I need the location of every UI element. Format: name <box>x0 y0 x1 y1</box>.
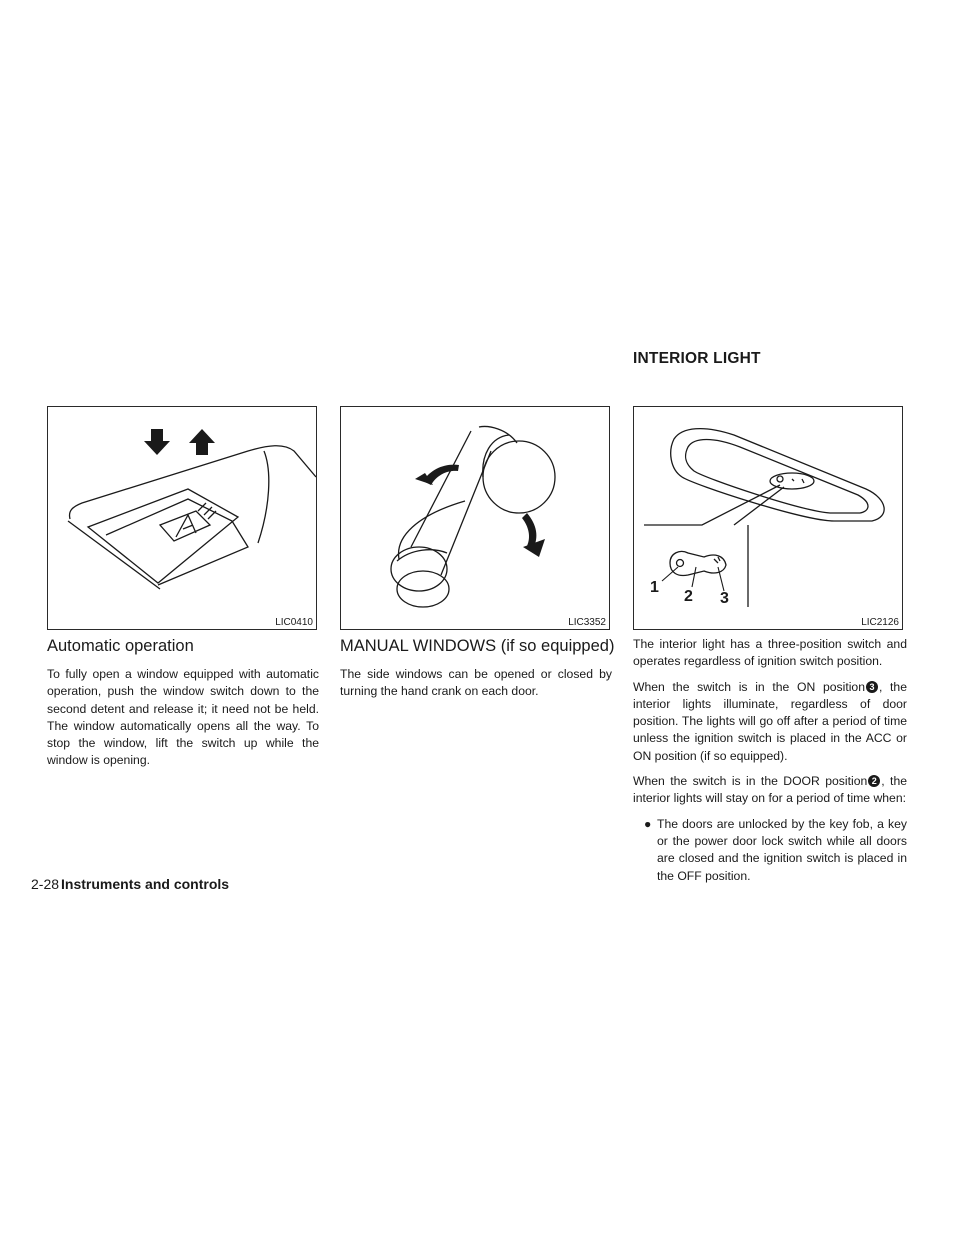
bullet-icon: ● <box>644 816 652 831</box>
heading-manual-windows: MANUAL WINDOWS (if so equipped) <box>340 637 615 655</box>
text-fragment: , the interior lights illuminate, regardless of door position. The lights will go off after a period of time unless the ignition switch is placed in the ACC or ON position (if so equipped). <box>633 679 907 763</box>
column-automatic-operation <box>47 636 319 778</box>
figure-code: LIC3352 <box>568 617 606 628</box>
page-number: 2-28 <box>31 876 60 892</box>
paragraph: To fully open a window equipped with automatic operation, push the window switch down to the second detent and release it; it need not be held. The window automatically opens all the way. To stop the window, lift the switch up while the window is opening. <box>47 667 319 768</box>
callout-number-2: 2 <box>868 775 880 787</box>
callout-1: 1 <box>650 579 659 596</box>
bullet-item <box>633 816 907 885</box>
paragraph: The interior light has a three-position switch and operates regardless of ignition switch position. <box>633 637 907 669</box>
figure-window-switch <box>47 406 317 630</box>
text-fragment: , the interior lights will stay on for a period of time when: <box>633 774 907 806</box>
section-heading: INTERIOR LIGHT <box>633 350 761 367</box>
column-interior-light <box>633 636 907 893</box>
figure-interior-light <box>633 406 903 630</box>
text-fragment: When the switch is in the DOOR position <box>633 774 868 789</box>
figure-code: LIC0410 <box>275 617 313 628</box>
heading-automatic-operation: Automatic operation <box>47 637 194 655</box>
callout-number-3: 3 <box>866 681 878 693</box>
window-switch-illustration-icon <box>48 407 316 629</box>
interior-light-illustration-icon <box>634 407 902 629</box>
callout-3: 3 <box>720 590 729 607</box>
paragraph-door-position <box>633 773 907 808</box>
bullet-text: The doors are unlocked by the key fob, a key or the power door lock switch while all doors are closed and the ignition switch is placed in the OFF position. <box>657 816 907 883</box>
paragraph: The side windows can be opened or closed by turning the hand crank on each door. <box>340 667 612 699</box>
page-footer <box>31 876 229 892</box>
figure-hand-crank <box>340 406 610 630</box>
callout-2: 2 <box>684 588 693 605</box>
figure-code: LIC2126 <box>861 617 899 628</box>
paragraph-on-position <box>633 679 907 765</box>
column-manual-windows <box>340 636 615 709</box>
text-fragment: When the switch is in the ON position <box>633 679 865 694</box>
hand-crank-illustration-icon <box>341 407 609 629</box>
footer-section-title: Instruments and controls <box>61 876 230 892</box>
